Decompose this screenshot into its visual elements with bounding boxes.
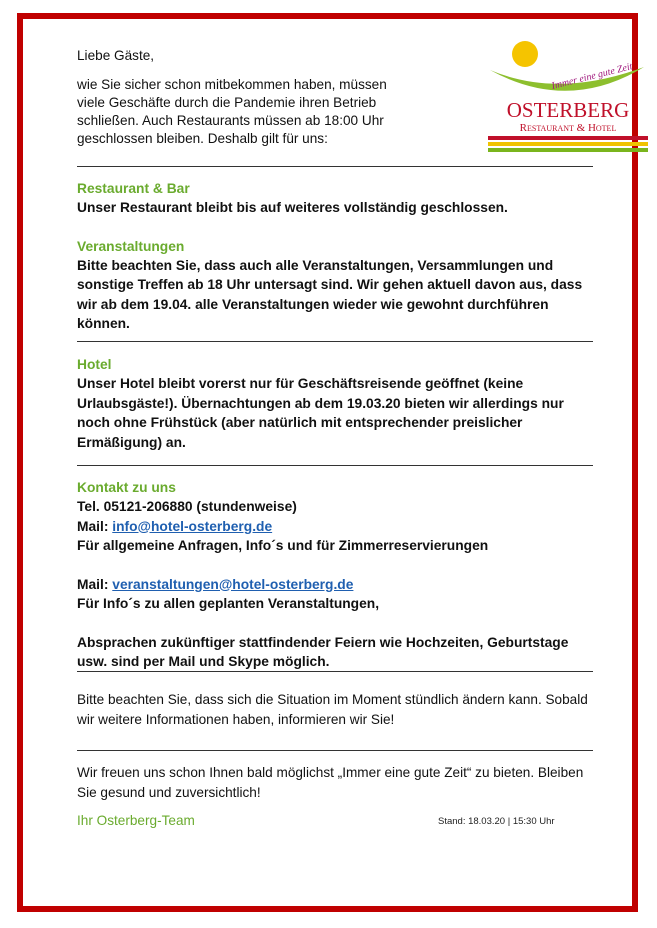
mail-link-info[interactable]: info@hotel-osterberg.de bbox=[112, 518, 273, 534]
logo-name: OSTERBERG bbox=[506, 98, 630, 122]
logo-subtitle: Restaurant & Hotel bbox=[519, 122, 617, 134]
contact-heading: Kontakt zu uns bbox=[77, 480, 176, 495]
contact-mail-1-desc: Für allgemeine Anfragen, Info´s und für Zimmerreservierungen bbox=[77, 538, 489, 553]
intro-text: wie Sie sicher schon mitbekommen haben, müssen viele Geschäfte durch die Pandemie ihren Betrieb schließen. Auch Restaurants müssen ab 18:00 Uhr geschlossen bleiben. Deshalb gilt für uns: bbox=[77, 77, 387, 146]
restaurant-heading: Restaurant & Bar bbox=[77, 181, 190, 196]
logo-tagline: Immer eine gute Zeit bbox=[550, 61, 634, 92]
logo-stripe-yellow bbox=[488, 142, 648, 146]
divider bbox=[77, 671, 593, 672]
divider bbox=[77, 750, 593, 751]
contact-phone: Tel. 05121-206880 (stundenweise) bbox=[77, 499, 297, 514]
hotel-heading: Hotel bbox=[77, 357, 112, 372]
intro bbox=[77, 47, 407, 148]
divider bbox=[77, 166, 593, 167]
stand-timestamp: Stand: 18.03.20 | 15:30 Uhr bbox=[438, 816, 555, 827]
sun-icon bbox=[512, 41, 538, 67]
hotel-text: Unser Hotel bleibt vorerst nur für Geschäftsreisende geöffnet (keine Urlaubsgäste!). Übernachtungen ab dem 19.03.20 bieten wir allerdings nur noch ohne Frühstück (aber natürlich mit entsprechender preislicher Ermäßigung) an. bbox=[77, 376, 564, 450]
notice-section bbox=[77, 690, 593, 730]
signature: Ihr Osterberg-Team bbox=[77, 813, 195, 828]
logo-stripe-red bbox=[488, 136, 648, 140]
contact-mail-2: Mail: veranstaltungen@hotel-osterberg.de bbox=[77, 576, 354, 592]
restaurant-text: Unser Restaurant bleibt bis auf weiteres vollständig geschlossen. bbox=[77, 200, 508, 215]
logo-stripe-green bbox=[488, 148, 648, 152]
events-heading: Veranstaltungen bbox=[77, 238, 185, 254]
restaurant-section bbox=[77, 179, 593, 334]
closing-section bbox=[77, 763, 593, 803]
osterberg-logo bbox=[488, 37, 648, 157]
mail-link-events[interactable]: veranstaltungen@hotel-osterberg.de bbox=[112, 576, 354, 592]
contact-section bbox=[77, 478, 593, 672]
contact-note: Absprachen zukünftiger stattfindender Feiern wie Hochzeiten, Geburtstage usw. sind per Mail und Skype möglich. bbox=[77, 634, 569, 669]
hotel-section bbox=[77, 355, 593, 452]
contact-mail-2-desc: Für Info´s zu allen geplanten Veranstaltungen, bbox=[77, 596, 380, 611]
divider bbox=[77, 341, 593, 342]
events-text: Bitte beachten Sie, dass auch alle Veranstaltungen, Versammlungen und sonstige Treffen ab 18 Uhr untersagt sind. Wir gehen aktuell davon aus, dass wir ab dem 19.04. alle Veranstaltungen wieder wie gewohnt durchführen können. bbox=[77, 257, 583, 331]
greeting: Liebe Gäste, bbox=[77, 48, 155, 63]
closing-text: Wir freuen uns schon Ihnen bald möglichst „Immer eine gute Zeit“ zu bieten. Bleiben Sie gesund und zuversichtlich! bbox=[77, 765, 584, 800]
divider bbox=[77, 465, 593, 466]
page-frame bbox=[17, 13, 638, 912]
contact-mail-1: Mail: info@hotel-osterberg.de bbox=[77, 518, 273, 534]
notice-text: Bitte beachten Sie, dass sich die Situation im Moment stündlich ändern kann. Sobald wir weitere Informationen haben, informieren wir Sie! bbox=[77, 692, 588, 727]
